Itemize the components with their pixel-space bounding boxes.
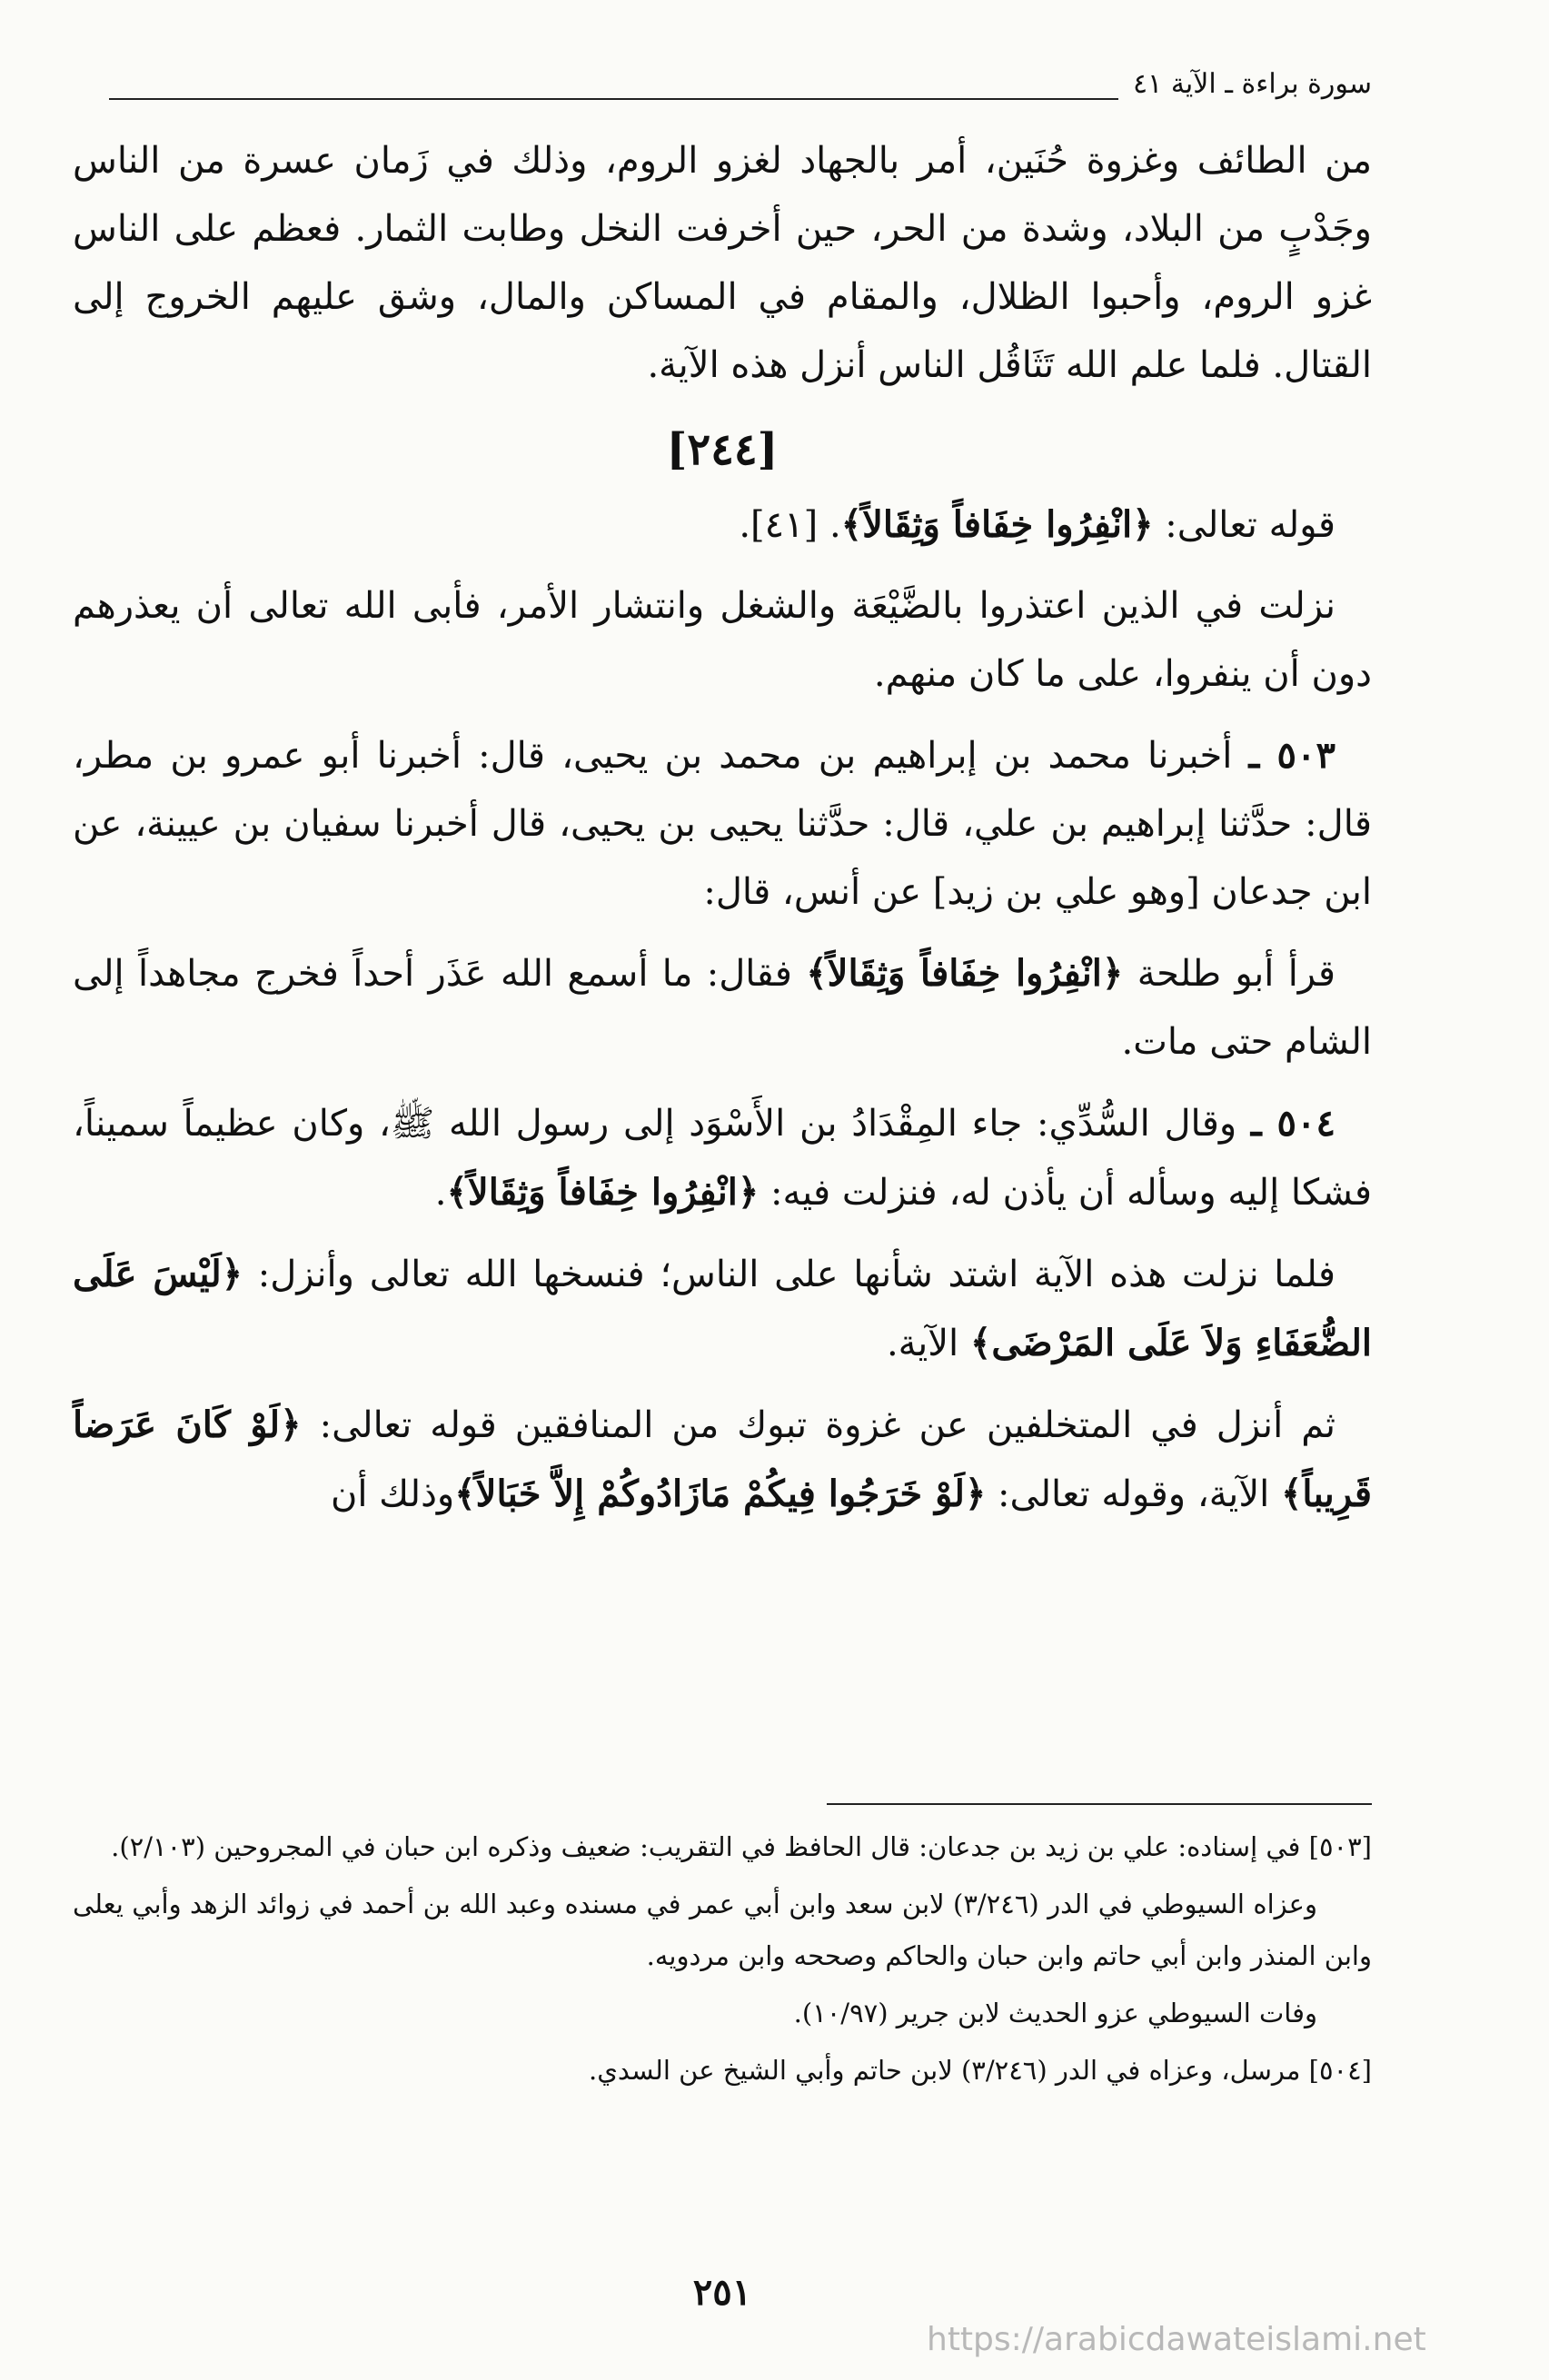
running-header (73, 55, 1372, 100)
footnote-rule (827, 1803, 1372, 1805)
page-number: ٢٥١ (692, 2271, 752, 2314)
footnote-503-note: وفات السيوطي عزو الحديث لابن جرير (١٠/٩٧). (793, 1998, 1317, 2028)
hadith-text: أخبرنا محمد بن إبراهيم بن محمد بن يحيى، قال: أخبرنا أبو عمرو بن مطر، قال: حدَّثنا إبراهيم بن علي، قال: حدَّثنا يحيى بن يحيى، قال أخبرنا سفيان بن عيينة، عن ابن جدعان [وهو علي بن زيد] عن أنس، قال: (73, 735, 1372, 913)
paragraph-2 (73, 939, 1372, 1076)
paragraph-text: وذلك أن (330, 1473, 455, 1515)
paragraph-1: نزلت في الذين اعتذروا بالضَّيْعَة والشغل وانتشار الأمر، فأبى الله تعالى أن يعذرهم دون أن ينفروا، على ما كان منهم. (73, 585, 1372, 695)
quran-verse: ﴿لَيْسَ عَلَى الضُّعَفَاءِ وَلاَ عَلَى المَرْضَى﴾ (73, 1253, 1372, 1364)
paragraph-text: ثم أنزل في المتخلفين عن غزوة تبوك من المنافقين قوله تعالى: (301, 1404, 1336, 1446)
hadith-text: وقال السُّدِّي: جاء المِقْدَادُ بن الأَسْوَد إلى رسول الله ﷺ، وكان عظيماً سميناً، فشكا إليه وسأله أن يأذن له، فنزلت فيه: (73, 1103, 1372, 1214)
section-number: [٢٤٤] (666, 424, 779, 475)
verse-prefix: قوله تعالى: (1153, 504, 1336, 546)
footnote-503-attribution: وعزاه السيوطي في الدر (٣/٢٤٦) لابن سعد وابن أبي عمر في مسنده وعبد الله بن أحمد في زوائد الزهد وأبي يعلى وابن المنذر وابن أبي حاتم وابن حبان والحاكم وصححه وابن مردويه. (73, 1889, 1372, 1971)
footnotes (73, 1821, 1372, 2102)
quran-verse: ﴿انْفِرُوا خِفَافاً وَثِقَالاً﴾ (840, 503, 1154, 546)
footnote-504: [٥٠٤] مرسل، وعزاه في الدر (٣/٢٤٦) لابن حاتم وأبي الشيخ عن السدي. (589, 2055, 1372, 2086)
quran-verse: ﴿لَوْ كَانَ عَرَضاً قَرِيباً﴾ (73, 1403, 1372, 1515)
paragraph-text: قرأ أبو طلحة (1123, 953, 1336, 995)
hadith-text: . (434, 1172, 447, 1214)
verse-line (73, 491, 1372, 560)
main-text (73, 127, 1372, 1542)
hadith-number: ٥٠٤ ـ (1250, 1102, 1336, 1145)
verse-ref: . [٤١]. (739, 504, 841, 546)
quran-verse: ﴿لَوْ خَرَجُوا فِيكُمْ مَازَادُوكُمْ إِلاَّ خَبَالاً﴾ (454, 1473, 987, 1515)
watermark-url: https://arabicdawateislami.net (927, 2321, 1426, 2358)
paragraph-text: الآية، وقوله تعالى: (986, 1473, 1281, 1515)
hadith-503 (73, 721, 1372, 927)
paragraph-text: فلما نزلت هذه الآية اشتد شأنها على الناس؛ فنسخها الله تعالى وأنزل: (243, 1254, 1336, 1295)
paragraph-text: الآية. (886, 1323, 970, 1364)
quran-verse: ﴿انْفِرُوا خِفَافاً وَثِقَالاً﴾ (806, 952, 1124, 995)
paragraph-text: فقال: ما أسمع الله عَذَر أحداً فخرج مجاهداً إلى الشام حتى مات. (73, 953, 1372, 1063)
book-page (73, 36, 1372, 2344)
footnote-503: [٥٠٣] في إسناده: علي بن زيد بن جدعان: قال الحافظ في التقريب: ضعيف وذكره ابن حبان في المجروحين (٢/١٠٣). (111, 1831, 1372, 1862)
paragraph-4 (73, 1391, 1372, 1529)
hadith-number: ٥٠٣ ـ (1248, 734, 1336, 777)
running-title: سورة براءة ـ الآية ٤١ (1133, 68, 1372, 100)
intro-paragraph: من الطائف وغزوة حُنَين، أمر بالجهاد لغزو الروم، وذلك في زَمان عسرة من الناس وجَدْبٍ من البلاد، وشدة من الحر، حين أخرفت النخل وطابت الثمار. فعظم على الناس غزو الروم، وأحبوا الظلال، والمقام في المساكن والمال، وشق عليهم الخروج إلى القتال. فلما علم الله تَثَاقُل الناس أنزل هذه الآية. (73, 140, 1372, 386)
hadith-504 (73, 1089, 1372, 1227)
paragraph-3 (73, 1240, 1372, 1378)
quran-verse: ﴿انْفِرُوا خِفَافاً وَثِقَالاً﴾ (446, 1171, 760, 1214)
header-rule (109, 82, 1118, 100)
